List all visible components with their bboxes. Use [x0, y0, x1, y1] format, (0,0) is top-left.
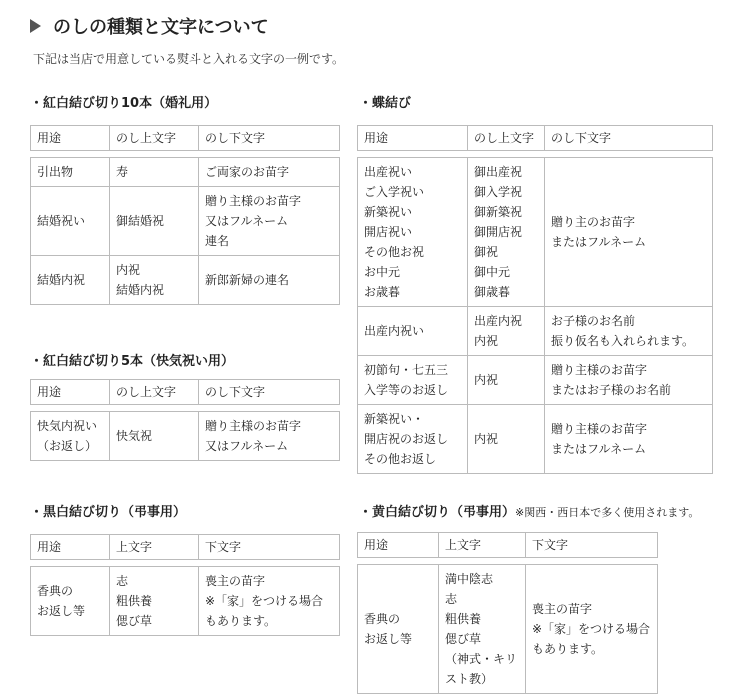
cell-line: 偲び草 [445, 632, 482, 646]
cell-line: 出産内祝 [474, 314, 523, 328]
table-kokubyaku [30, 534, 340, 636]
cell-line: 満中陰志 [445, 572, 494, 586]
cell-line: 志 [445, 592, 458, 606]
cell-upper [468, 158, 545, 307]
table-row [358, 307, 713, 356]
cell-line: お返し等 [364, 632, 413, 646]
cell-line: （お返し） [37, 439, 98, 453]
cell-line: 粗供養 [445, 612, 482, 626]
cell-line: 連名 [205, 234, 230, 248]
cell-lower [199, 187, 340, 256]
table-kohaku5 [30, 379, 340, 461]
page-title: のしの種類と文字について [30, 12, 269, 40]
table-header-row [358, 533, 658, 558]
cell-line: 結婚内祝 [116, 283, 165, 297]
cell-line: 御歳暮 [474, 285, 511, 299]
cell-line: 御新築祝 [474, 205, 523, 219]
cell-line: 贈り主様のお苗字 [551, 422, 648, 436]
cell-upper [110, 412, 199, 461]
header-upper-text: のし上文字 [110, 380, 199, 405]
section-title-kokubyaku: ・黒白結び切り（弔事用） [30, 505, 187, 520]
table-row [358, 405, 713, 474]
cell-line: ご両家のお苗字 [205, 165, 290, 179]
cell-upper [468, 307, 545, 356]
header-use: 用途 [358, 126, 468, 151]
header-upper-text: 上文字 [110, 535, 199, 560]
cell-line: 内祝 [474, 334, 499, 348]
cell-line: またはフルネーム [551, 442, 647, 456]
cell-line: 快気祝 [116, 429, 153, 443]
header-lower-text: のし下文字 [199, 380, 340, 405]
cell-lower [199, 567, 340, 636]
cell-upper [110, 158, 199, 187]
cell-line: 内祝 [116, 263, 141, 277]
cell-line: 贈り主様のお苗字 [205, 194, 302, 208]
table-row [31, 567, 340, 636]
table-header-row [31, 535, 340, 560]
section-title-kohaku10: ・紅白結び切り10本（婚礼用） [30, 96, 218, 111]
cell-line: 開店祝い [364, 225, 413, 239]
table-row [358, 158, 713, 307]
cell-lower [545, 307, 713, 356]
header-use: 用途 [31, 126, 110, 151]
cell-use [358, 356, 468, 405]
section-title-kibyaku: ・黄白結び切り（弔事用）※関西・西日本で多く使用されます。 [359, 505, 700, 520]
cell-line: 粗供養 [116, 594, 153, 608]
cell-line: もあります。 [205, 614, 277, 628]
table-kibyaku [357, 532, 658, 694]
cell-use [358, 405, 468, 474]
cell-use [31, 256, 110, 305]
table-row [358, 565, 658, 694]
cell-line: 新築祝い [364, 205, 413, 219]
cell-line: 出産祝い [364, 165, 413, 179]
cell-upper [110, 187, 199, 256]
cell-line: 内祝 [474, 432, 499, 446]
cell-line: 御入学祝 [474, 185, 523, 199]
header-upper-text: のし上文字 [468, 126, 545, 151]
cell-use [31, 567, 110, 636]
cell-line: 贈り主様のお苗字 [205, 419, 302, 433]
cell-line: 新築祝い・ [364, 412, 425, 426]
cell-lower [199, 158, 340, 187]
cell-lower [545, 405, 713, 474]
header-upper-text: のし上文字 [110, 126, 199, 151]
cell-upper [110, 256, 199, 305]
cell-line: 贈り主様のお苗字 [551, 363, 648, 377]
cell-line: 御開店祝 [474, 225, 523, 239]
cell-line: 香典の [364, 612, 401, 626]
cell-line: 結婚祝い [37, 214, 86, 228]
cell-line: 御出産祝 [474, 165, 523, 179]
header-gap [358, 151, 713, 158]
cell-upper [468, 405, 545, 474]
cell-line: その他お祝 [364, 245, 425, 259]
cell-line: 結婚内祝 [37, 273, 86, 287]
table-row [31, 187, 340, 256]
cell-line: 又はフルネーム [205, 439, 289, 453]
cell-use [31, 412, 110, 461]
cell-upper [468, 356, 545, 405]
cell-line: お返し等 [37, 604, 86, 618]
cell-use [358, 565, 439, 694]
header-gap [31, 151, 340, 158]
header-gap [31, 560, 340, 567]
cell-lower [526, 565, 658, 694]
cell-line: 快気内祝い [37, 419, 98, 433]
table-row [358, 356, 713, 405]
table-kohaku10 [30, 125, 340, 305]
cell-upper [439, 565, 526, 694]
cell-line: お歳暮 [364, 285, 401, 299]
cell-use [358, 307, 468, 356]
header-gap [31, 405, 340, 412]
cell-line: 御結婚祝 [116, 214, 165, 228]
table-chou [357, 125, 713, 474]
cell-line: 贈り主のお苗字 [551, 215, 636, 229]
cell-line: またはお子様のお名前 [551, 383, 672, 397]
cell-lower [199, 412, 340, 461]
section-title-chou: ・蝶結び [359, 96, 412, 111]
table-header-row [31, 126, 340, 151]
cell-line: 振り仮名も入れられます。 [551, 334, 695, 348]
intro-text: 下記は当店で用意している熨斗と入れる文字の一例です。 [33, 52, 345, 66]
table-row [31, 412, 340, 461]
cell-use [31, 158, 110, 187]
cell-line: ご入学祝い [364, 185, 425, 199]
table-row [31, 256, 340, 305]
table-header-row [31, 380, 340, 405]
cell-line: 香典の [37, 584, 74, 598]
cell-line: ※「家」をつける場合 [205, 594, 324, 608]
cell-upper [110, 567, 199, 636]
cell-line: 偲び草 [116, 614, 153, 628]
table-header-row [358, 126, 713, 151]
header-lower-text: のし下文字 [199, 126, 340, 151]
section-title-kohaku5: ・紅白結び切り5本（快気祝い用） [30, 354, 235, 369]
cell-line: お子様のお名前 [551, 314, 636, 328]
cell-line: 開店祝のお返し [364, 432, 449, 446]
table-row [31, 158, 340, 187]
triangle-bullet-icon [30, 19, 41, 33]
cell-line: 初節句・七五三 [364, 363, 449, 377]
cell-line: 新郎新婦の連名 [205, 273, 290, 287]
cell-lower [545, 356, 713, 405]
cell-line: もあります。 [532, 642, 604, 656]
cell-line: またはフルネーム [551, 235, 647, 249]
region-note: ※関西・西日本で多く使用されます。 [515, 506, 700, 519]
cell-line: その他お返し [364, 452, 437, 466]
cell-line: 引出物 [37, 165, 74, 179]
header-upper-text: 上文字 [439, 533, 526, 558]
cell-use [358, 158, 468, 307]
cell-line: お中元 [364, 265, 401, 279]
header-gap [358, 558, 658, 565]
cell-line: 御中元 [474, 265, 511, 279]
cell-line: 又はフルネーム [205, 214, 289, 228]
cell-line: 寿 [116, 165, 129, 179]
cell-lower [545, 158, 713, 307]
cell-line: 内祝 [474, 373, 499, 387]
cell-line: 志 [116, 574, 129, 588]
header-use: 用途 [31, 380, 110, 405]
cell-line: 喪主の苗字 [532, 602, 593, 616]
cell-line: 御祝 [474, 245, 499, 259]
cell-lower [199, 256, 340, 305]
cell-line: 入学等のお返し [364, 383, 449, 397]
cell-line: 出産内祝い [364, 324, 425, 338]
header-use: 用途 [358, 533, 439, 558]
header-lower-text: のし下文字 [545, 126, 713, 151]
header-lower-text: 下文字 [199, 535, 340, 560]
header-use: 用途 [31, 535, 110, 560]
cell-line: 喪主の苗字 [205, 574, 266, 588]
cell-use [31, 187, 110, 256]
cell-line: （神式・キリスト教） [445, 652, 518, 686]
cell-line: ※「家」をつける場合 [532, 622, 651, 636]
header-lower-text: 下文字 [526, 533, 658, 558]
